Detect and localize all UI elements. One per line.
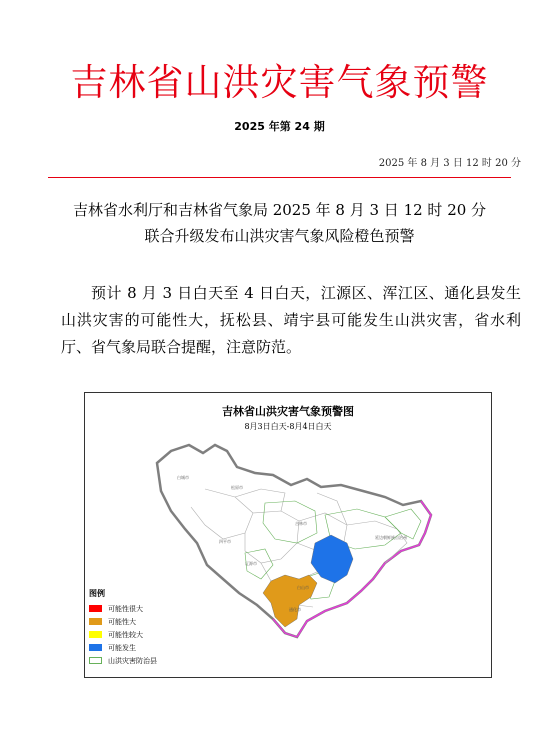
label-baicheng: 白城市 <box>177 475 189 480</box>
legend-label: 可能性较大 <box>108 630 143 639</box>
legend-item <box>89 628 157 641</box>
legend-label: 山洪灾害防治县 <box>108 656 157 665</box>
subtitle-line-1: 吉林省水利厅和吉林省气象局 2025 年 8 月 3 日 12 时 20 分 <box>72 201 487 219</box>
legend-label: 可能性大 <box>108 617 136 626</box>
issue-timestamp: 2025 年 8 月 3 日 12 时 20 分 <box>378 158 521 169</box>
label-siping: 四平市 <box>219 539 231 544</box>
legend-swatch-moderate <box>89 631 102 638</box>
label-jilin: 吉林市 <box>295 521 307 526</box>
warning-map <box>84 392 492 678</box>
label-tonghua: 通化市 <box>289 607 301 612</box>
legend-swatch-high <box>89 618 102 625</box>
map-title: 吉林省山洪灾害气象预警图 <box>222 405 354 418</box>
legend-swatch-possible <box>89 644 102 651</box>
legend-title: 图例 <box>89 589 105 598</box>
label-baishan: 白山市 <box>297 585 309 590</box>
map-subtitle: 8月3日白天-8月4日白天 <box>244 422 332 431</box>
legend-swatch-prevention-county <box>89 657 102 664</box>
legend-item <box>89 615 157 628</box>
subtitle-line-2: 联合升级发布山洪灾害气象风险橙色预警 <box>144 227 415 245</box>
issue-number: 2025 年第 24 期 <box>234 120 325 133</box>
map-legend <box>89 588 157 667</box>
body-paragraph: 预计 8 月 3 日白天至 4 日白天，江源区、浑江区、通化县发生山洪灾害的可能性大，抚松县、靖宇县可能发生山洪灾害，省水利厅、省气象局联合提醒，注意防范。 <box>61 284 521 356</box>
legend-swatch-very-high <box>89 605 102 612</box>
legend-label: 可能性很大 <box>108 604 143 613</box>
legend-item <box>89 641 157 654</box>
legend-item <box>89 602 157 615</box>
label-songyuan: 松原市 <box>231 485 243 490</box>
label-yanbian: 延边朝鲜族自治州 <box>375 535 407 540</box>
label-liaoyuan: 辽源市 <box>245 561 257 566</box>
document-title: 吉林省山洪灾害气象预警 <box>70 61 489 104</box>
header-divider <box>48 177 511 178</box>
legend-label: 可能发生 <box>108 643 136 652</box>
legend-item <box>89 654 157 667</box>
